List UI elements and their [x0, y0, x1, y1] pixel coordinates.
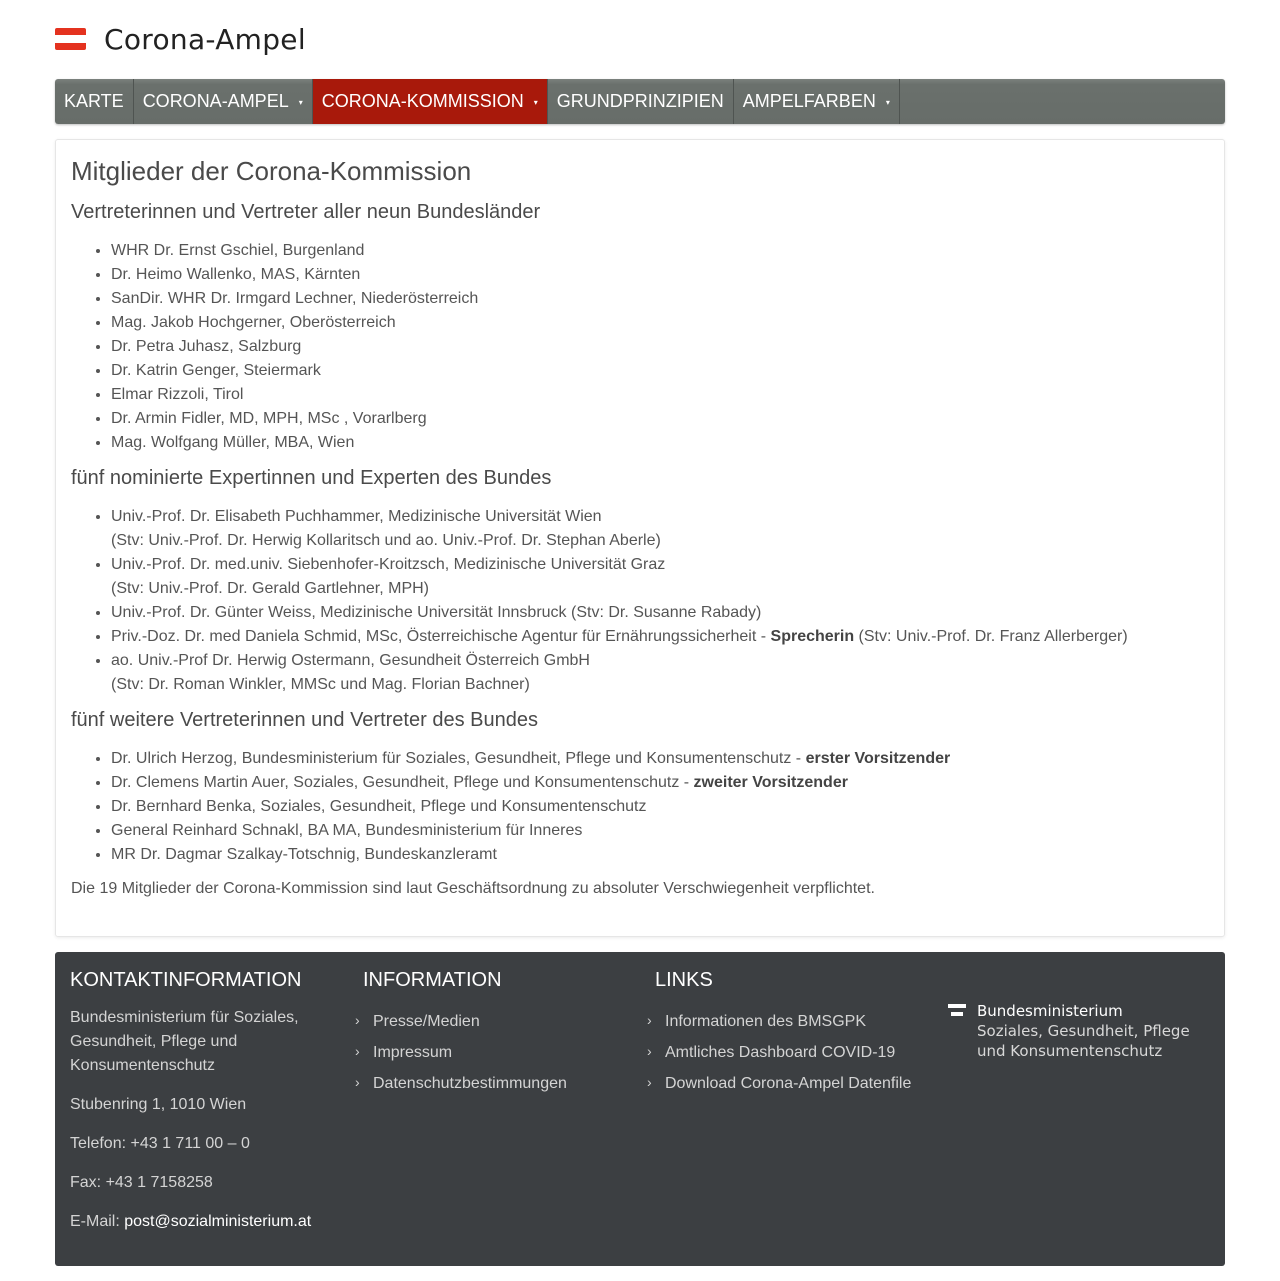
- contact-fax: Fax: +43 1 7158258: [70, 1174, 213, 1191]
- list-item: [111, 747, 1209, 771]
- chevron-down-icon: ▾: [298, 98, 303, 107]
- ministry-subtitle-2: und Konsumentenschutz: [977, 1042, 1163, 1060]
- chevron-right-icon: ›: [647, 1043, 652, 1059]
- nav-item-corona-kommission[interactable]: [313, 79, 548, 124]
- main-content: [55, 139, 1225, 937]
- footer-link-label: Informationen des BMSGPK: [665, 1013, 866, 1030]
- chevron-down-icon: ▾: [533, 98, 538, 107]
- member-name: Dr. Clemens Martin Auer, Soziales, Gesundheit, Pflege und Konsumentenschutz -: [111, 774, 694, 791]
- site-footer: [55, 952, 1225, 1266]
- site-title[interactable]: Corona-Ampel: [104, 22, 306, 56]
- confidentiality-note: Die 19 Mitglieder der Corona-Kommission sind laut Geschäftsordnung zu absoluter Verschwiegenheit verpflichtet.: [71, 880, 875, 897]
- list-item: [111, 505, 1209, 553]
- site-header: [55, 22, 306, 56]
- nav-item-label: AMPELFARBEN: [742, 91, 876, 111]
- list-item: [111, 625, 1209, 649]
- footer-information-links: [355, 1006, 633, 1099]
- section-heading-experten: fünf nominierte Expertinnen und Experten des Bundes: [71, 467, 552, 489]
- nav-item-label: KARTE: [64, 91, 124, 111]
- footer-link-datenschutz[interactable]: [355, 1068, 633, 1099]
- footer-heading-contact: KONTAKTINFORMATION: [70, 969, 302, 991]
- nav-item-grundprinzipien[interactable]: [548, 79, 734, 124]
- member-list-bundeslaender: [71, 239, 1209, 455]
- member-deputy: (Stv: Univ.-Prof. Dr. Franz Allerberger): [854, 628, 1128, 645]
- member-name: Priv.-Doz. Dr. med Daniela Schmid, MSc, Österreichische Agentur für Ernährungssicherheit -: [111, 628, 771, 645]
- footer-link-datenfile[interactable]: [647, 1068, 945, 1099]
- page-title: Mitglieder der Corona-Kommission: [71, 156, 472, 186]
- contact-address: Stubenring 1, 1010 Wien: [70, 1096, 247, 1113]
- member-list-bund: [71, 747, 1209, 867]
- list-item: • Mag. Jakob Hochgerner, Oberösterreich: [111, 311, 1209, 335]
- footer-link-label: Download Corona-Ampel Datenfile: [665, 1075, 912, 1092]
- list-item: • Dr. Katrin Genger, Steiermark: [111, 359, 1209, 383]
- member-deputy: (Stv: Univ.-Prof. Dr. Gerald Gartlehner, MPH): [111, 580, 430, 597]
- ministry-subtitle-1: Soziales, Gesundheit, Pflege: [977, 1022, 1190, 1040]
- section-heading-bund: fünf weitere Vertreterinnen und Vertreter des Bundes: [71, 709, 538, 731]
- nav-item-label: GRUNDPRINZIPIEN: [556, 91, 724, 111]
- footer-link-label: Impressum: [373, 1044, 453, 1061]
- member-list-experten: [71, 505, 1209, 697]
- footer-link-presse[interactable]: [355, 1006, 633, 1037]
- list-item: [111, 795, 1209, 819]
- list-item: [111, 843, 1209, 867]
- list-item: • WHR Dr. Ernst Gschiel, Burgenland: [111, 239, 1209, 263]
- role-label: zweiter Vorsitzender: [693, 774, 848, 791]
- list-item: [111, 553, 1209, 601]
- list-item: • Dr. Petra Juhasz, Salzburg: [111, 335, 1209, 359]
- footer-heading-links: LINKS: [655, 969, 713, 991]
- nav-item-ampelfarben[interactable]: [734, 79, 900, 124]
- member-name: Dr. Ulrich Herzog, Bundesministerium für Soziales, Gesundheit, Pflege und Konsumentenschutz -: [111, 750, 806, 767]
- member-deputy: (Stv: Dr. Roman Winkler, MMSc und Mag. Florian Bachner): [111, 676, 530, 693]
- ministry-flag-icon: [948, 1004, 966, 1017]
- list-item: • Dr. Armin Fidler, MD, MPH, MSc , Vorarlberg: [111, 407, 1209, 431]
- list-item: • Mag. Wolfgang Müller, MBA, Wien: [111, 431, 1209, 455]
- member-name: Univ.-Prof. Dr. Elisabeth Puchhammer, Medizinische Universität Wien: [111, 508, 602, 525]
- email-link[interactable]: post@sozialministerium.at: [124, 1213, 312, 1230]
- chevron-right-icon: ›: [647, 1074, 652, 1090]
- list-item: • Dr. Heimo Wallenko, MAS, Kärnten: [111, 263, 1209, 287]
- footer-link-dashboard[interactable]: [647, 1037, 945, 1068]
- chevron-right-icon: ›: [355, 1043, 360, 1059]
- footer-link-label: Datenschutzbestimmungen: [373, 1075, 567, 1092]
- member-name: ao. Univ.-Prof Dr. Herwig Ostermann, Gesundheit Österreich GmbH: [111, 652, 590, 669]
- chevron-right-icon: ›: [355, 1074, 360, 1090]
- email-label: E-Mail:: [70, 1213, 125, 1230]
- member-name: Dr. Bernhard Benka, Soziales, Gesundheit, Pflege und Konsumentenschutz: [111, 798, 647, 815]
- list-item: [111, 649, 1209, 697]
- footer-links: [647, 967, 945, 1099]
- list-item: • Elmar Rizzoli, Tirol: [111, 383, 1209, 407]
- nav-item-label: CORONA-AMPEL: [142, 91, 289, 111]
- nav-item-karte[interactable]: [55, 79, 134, 124]
- footer-link-bmsgpk[interactable]: [647, 1006, 945, 1037]
- nav-item-label: CORONA-KOMMISSION: [321, 91, 524, 111]
- member-name: Univ.-Prof. Dr. Günter Weiss, Medizinische Universität Innsbruck (Stv: Dr. Susanne Rabady): [111, 604, 762, 621]
- member-name: MR Dr. Dagmar Szalkay-Totschnig, Bundeskanzleramt: [111, 846, 497, 863]
- list-item: • SanDir. WHR Dr. Irmgard Lechner, Niederösterreich: [111, 287, 1209, 311]
- main-navigation: [55, 79, 1225, 124]
- nav-item-corona-ampel[interactable]: [134, 79, 313, 124]
- footer-heading-information: INFORMATION: [363, 969, 502, 991]
- footer-information: [355, 967, 633, 1099]
- footer-link-label: Amtliches Dashboard COVID-19: [665, 1044, 896, 1061]
- member-name: General Reinhard Schnakl, BA MA, Bundesministerium für Inneres: [111, 822, 583, 839]
- section-heading-bundeslaender: Vertreterinnen und Vertreter aller neun Bundesländer: [71, 201, 541, 223]
- footer-link-label: Presse/Medien: [373, 1013, 480, 1030]
- contact-org: Bundesministerium für Soziales, Gesundheit, Pflege und Konsumentenschutz: [70, 1009, 299, 1074]
- footer-link-impressum[interactable]: [355, 1037, 633, 1068]
- footer-external-links: [647, 1006, 945, 1099]
- member-deputy: (Stv: Univ.-Prof. Dr. Herwig Kollaritsch und ao. Univ.-Prof. Dr. Stephan Aberle): [111, 532, 661, 549]
- contact-phone: Telefon: +43 1 711 00 – 0: [70, 1135, 250, 1152]
- list-item: [111, 601, 1209, 625]
- role-label: erster Vorsitzender: [805, 750, 951, 767]
- chevron-right-icon: ›: [355, 1012, 360, 1028]
- footer-contact: [70, 967, 330, 1234]
- ministry-name: Bundesministerium: [977, 1002, 1123, 1020]
- ministry-logo[interactable]: [948, 1001, 1208, 1061]
- list-item: [111, 819, 1209, 843]
- chevron-right-icon: ›: [647, 1012, 652, 1028]
- austrian-flag-icon[interactable]: [55, 28, 86, 50]
- chevron-down-icon: ▾: [885, 98, 890, 107]
- contact-email: [70, 1210, 330, 1234]
- list-item: [111, 771, 1209, 795]
- member-name: Univ.-Prof. Dr. med.univ. Siebenhofer-Kroitzsch, Medizinische Universität Graz: [111, 556, 666, 573]
- role-label: Sprecherin: [770, 628, 855, 645]
